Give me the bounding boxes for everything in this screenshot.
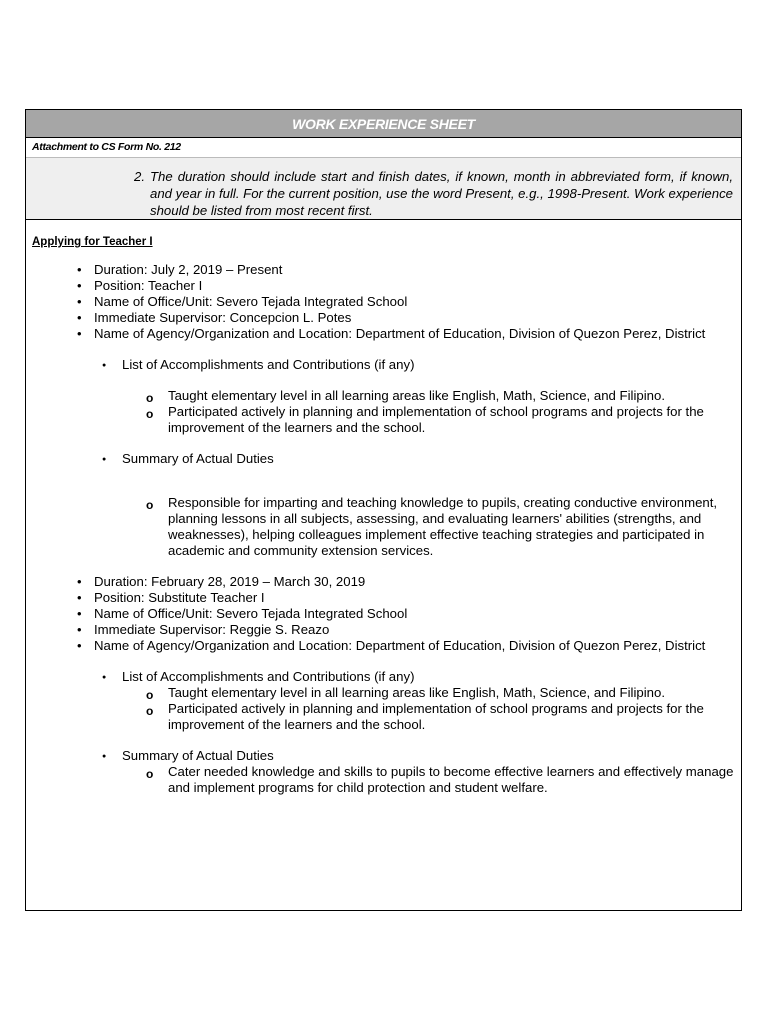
work-experience-sheet — [25, 109, 742, 911]
exp1-supervisor: • Immediate Supervisor: Concepcion L. Potes — [32, 310, 734, 326]
exp2-duties-list — [32, 764, 734, 796]
exp1-duties-section — [32, 451, 734, 467]
exp2-accomplishments-list — [32, 685, 734, 733]
exp1-duties-list — [32, 495, 734, 559]
exp1-office: • Name of Office/Unit: Severo Tejada Integrated School — [32, 294, 734, 310]
note-number: 2. — [134, 169, 145, 184]
exp2-accomplishments-section — [32, 669, 734, 685]
exp1-duties-label: ● Summary of Actual Duties — [32, 451, 734, 467]
attachment-label: Attachment to CS Form No. 212 — [26, 138, 741, 158]
exp2-supervisor: • Immediate Supervisor: Reggie S. Reazo — [32, 622, 734, 638]
exp2-duties-section — [32, 748, 734, 764]
exp2-duty-1: o Cater needed knowledge and skills to pupils to become effective learners and effectively manage and implement programs for child protection and student welfare. — [32, 764, 734, 796]
exp1-accomplishments-list — [32, 388, 734, 436]
exp1-agency: • Name of Agency/Organization and Location: Department of Education, Division of Quezon Perez, District — [32, 326, 734, 342]
exp1-accomplishments-label: ● List of Accomplishments and Contributions (if any) — [32, 357, 734, 373]
exp1-accomplishment-1: o Taught elementary level in all learning areas like English, Math, Science, and Filipino. — [32, 388, 734, 404]
exp2-duration: • Duration: February 28, 2019 – March 30, 2019 — [32, 574, 734, 590]
instruction-note — [26, 158, 741, 220]
exp2-duties-label: ● Summary of Actual Duties — [32, 748, 734, 764]
exp1-accomplishments-section — [32, 357, 734, 373]
experience-2 — [32, 574, 734, 654]
exp1-duration: • Duration: July 2, 2019 – Present — [32, 262, 734, 278]
exp2-accomplishments-label: ● List of Accomplishments and Contributions (if any) — [32, 669, 734, 685]
exp2-position: • Position: Substitute Teacher I — [32, 590, 734, 606]
exp1-accomplishment-2: o Participated actively in planning and implementation of school programs and projects for the improvement of the learners and the school. — [32, 404, 734, 436]
exp2-accomplishment-2: o Participated actively in planning and implementation of school programs and projects for the improvement of the learners and the school. — [32, 701, 734, 733]
exp1-duty-1: o Responsible for imparting and teaching knowledge to pupils, creating conductive environment, planning lessons in all subjects, assessing, and evaluating learners' abilities (strengths, and weaknesses), helping colleagues implement effective teaching strategies and participated in academic and community extension services. — [32, 495, 734, 559]
exp2-accomplishment-1: o Taught elementary level in all learning areas like English, Math, Science, and Filipino. — [32, 685, 734, 701]
exp2-agency: • Name of Agency/Organization and Location: Department of Education, Division of Quezon Perez, District — [32, 638, 734, 654]
experience-1 — [32, 262, 734, 342]
sheet-title: WORK EXPERIENCE SHEET — [26, 110, 741, 138]
sheet-content — [26, 234, 741, 796]
applying-for: Applying for Teacher I — [32, 236, 153, 248]
note-text: The duration should include start and finish dates, if known, month in abbreviated form, if known, and year in full. For the current position, use the word Present, e.g., 1998-Present. Work experience should be listed from most recent first. — [150, 169, 733, 218]
exp1-position: • Position: Teacher I — [32, 278, 734, 294]
exp2-office: • Name of Office/Unit: Severo Tejada Integrated School — [32, 606, 734, 622]
